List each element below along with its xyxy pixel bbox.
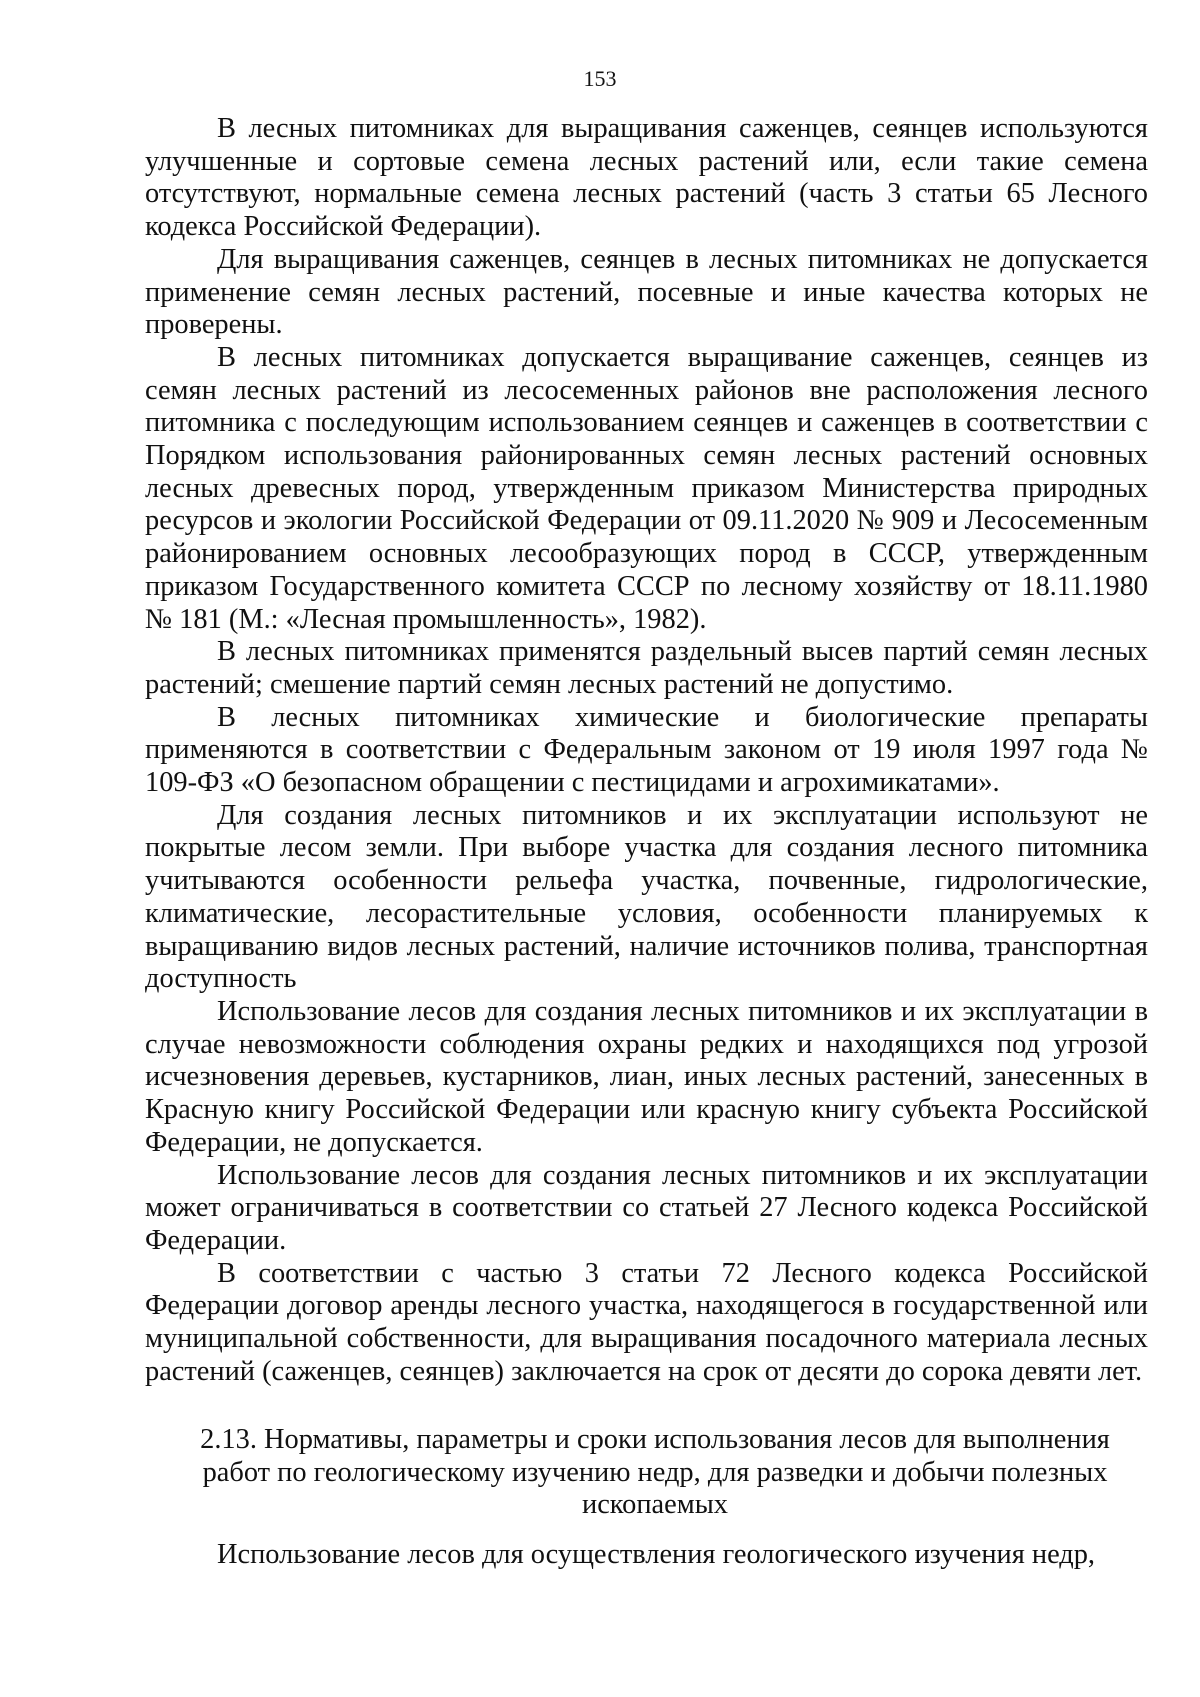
body-text [145,113,1148,1388]
page-number: 153 [583,66,617,91]
paragraph-restrictions: Использование лесов для создания лесных питомников и их эксплуатации может ограничиваться в соответствии со статьей 27 Лесного кодекса Российской Федерации. [145,1159,1148,1256]
section-body [145,1539,1148,1572]
paragraph-lease-term: В соответствии с частью 3 статьи 72 Лесного кодекса Российской Федерации договор аренды лесного участка, находящегося в государственной или муниципальной собственности, для выращивания посадочного материала лесных растений (саженцев, сеянцев) заключается на срок от десяти до сорока девяти лет. [145,1257,1148,1387]
paragraph-unchecked-seeds: Для выращивания саженцев, сеянцев в лесных питомниках не допускается применение семян лесных растений, посевные и иные качества которых не проверены. [145,243,1148,341]
paragraph-rare-species: Использование лесов для создания лесных питомников и их эксплуатации в случае невозможности соблюдения охраны редких и находящихся под угрозой исчезновения деревьев, кустарников, лиан, иных лесных растений, занесенных в Красную книгу Российской Федерации или красную книгу субъекта Российской Федерации, не допускается. [145,995,1148,1158]
section-2-13 [175,1424,1135,1522]
paragraph-site-selection: Для создания лесных питомников и их эксплуатации используют не покрытые лесом земли. При выборе участка для создания лесного питомника учитываются особенности рельефа участка, почвенные, гидрологические, климатические, лесорастительные условия, особенности планируемых к выращиванию видов лесных растений, наличие источников полива, транспортная доступность [145,799,1148,995]
paragraph-seeds-used: В лесных питомниках для выращивания саженцев, сеянцев используются улучшенные и сортовые семена лесных растений или, если такие семена отсутствуют, нормальные семена лесных растений (часть 3 статьи 65 Лесного кодекса Российской Федерации). [145,113,1148,243]
paragraph-seed-regions: В лесных питомниках допускается выращивание саженцев, сеянцев из семян лесных растений из лесосеменных районов вне расположения лесного питомника с последующим использованием сеянцев и саженцев в соответствии с Порядком использования районированных семян лесных растений основных лесных древесных пород, утвержденным приказом Министерства природных ресурсов и экологии Российской Федерации от 09.11.2020 № 909 и Лесосеменным районированием основных лесообразующих пород в СССР, утвержденным приказом Государственного комитета СССР по лесному хозяйству от 18.11.1980 № 181 (М.: «Лесная промышленность», 1982). [145,341,1148,635]
paragraph-geology-start: Использование лесов для осуществления геологического изучения недр, [217,1539,1096,1570]
section-heading: 2.13. Нормативы, параметры и сроки использования лесов для выполнения работ по геологическому изучению недр, для разведки и добычи полезных ископаемых [200,1424,1110,1521]
paragraph-separate-sowing: В лесных питомниках применятся раздельный высев партий семян лесных растений; смешение партий семян лесных растений не допустимо. [145,636,1148,700]
paragraph-chemicals: В лесных питомниках химические и биологические препараты применяются в соответствии с Федеральным законом от 19 июля 1997 года № 109-ФЗ «О безопасном обращении с пестицидами и агрохимикатами». [145,701,1148,799]
